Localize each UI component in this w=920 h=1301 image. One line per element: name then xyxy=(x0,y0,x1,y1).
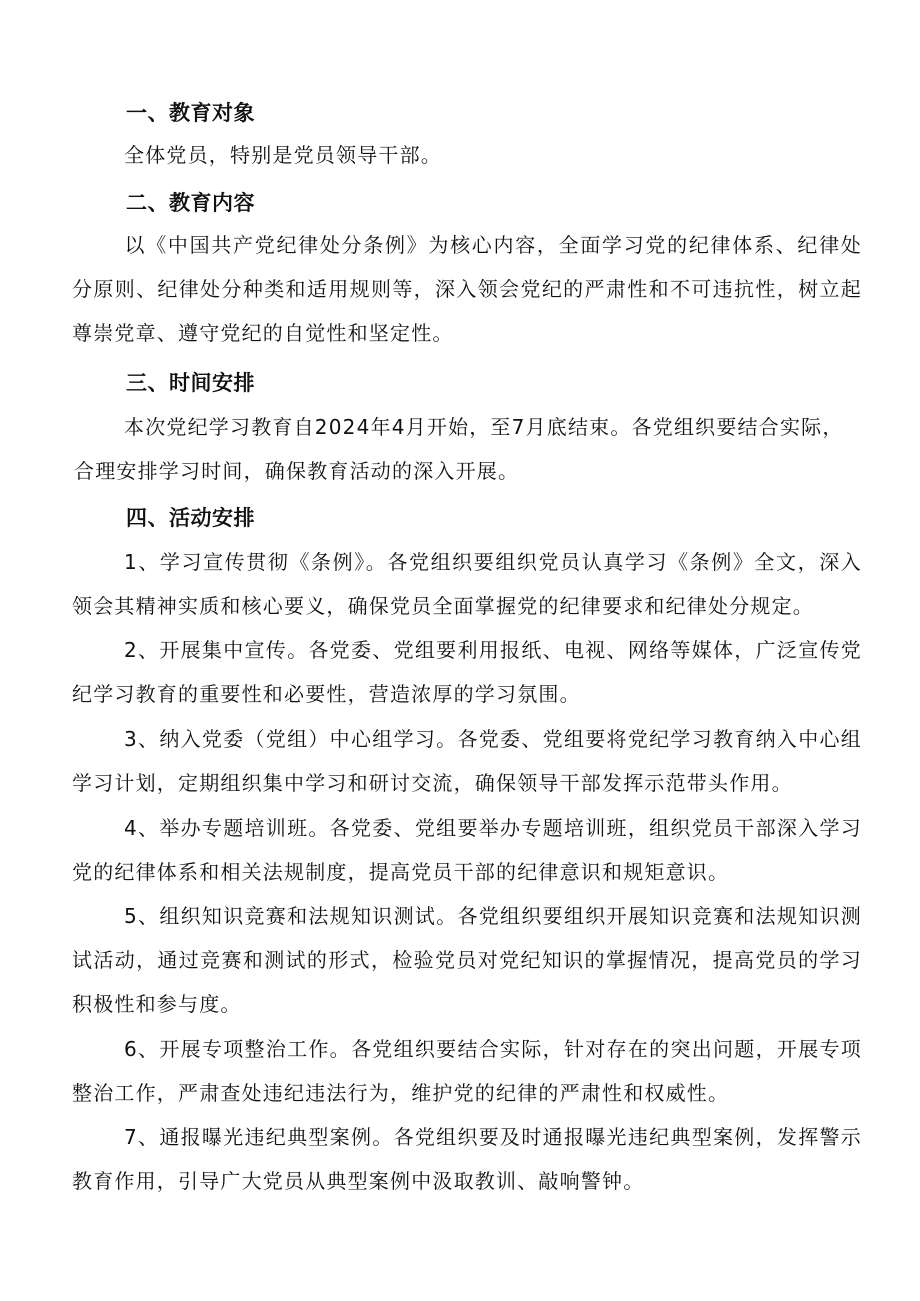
section-heading-activities: 四、活动安排 xyxy=(126,506,255,530)
paragraph-text: 2、开展集中宣传。各党委、党组要利用报纸、电视、网络等媒体，广泛宣传党纪学习教育的重要性和必要性，营造浓厚的学习氛围。 xyxy=(72,638,862,706)
activity-item-7 xyxy=(72,1115,862,1203)
paragraph-education-content xyxy=(72,223,862,355)
paragraph-text: 7、通报曝光违纪典型案例。各党组织要及时通报曝光违纪典型案例，发挥警示教育作用，引导广大党员从典型案例中汲取教训、敲响警钟。 xyxy=(72,1125,862,1193)
paragraph-text: 5、组织知识竞赛和法规知识测试。各党组织要组织开展知识竞赛和法规知识测试活动，通过竞赛和测试的形式，检验党员对党纪知识的掌握情况，提高党员的学习积极性和参与度。 xyxy=(72,904,862,1016)
section-heading-schedule: 三、时间安排 xyxy=(126,371,255,395)
section-heading-education-target: 一、教育对象 xyxy=(126,101,255,125)
paragraph-text: 4、举办专题培训班。各党委、党组要举办专题培训班，组织党员干部深入学习党的纪律体系和相关法规制度，提高党员干部的纪律意识和规矩意识。 xyxy=(72,816,862,884)
schedule-line-1: 本次党纪学习教育自2024年4月开始，至7月底结束。各党组织要结合实际， xyxy=(124,415,844,439)
activity-item-4 xyxy=(72,806,862,894)
paragraph-text: 6、开展专项整治工作。各党组织要结合实际，针对存在的突出问题，开展专项整治工作，严肃查处违纪违法行为，维护党的纪律的严肃性和权威性。 xyxy=(72,1037,862,1105)
paragraph-education-target xyxy=(72,133,862,177)
section-heading-education-content: 二、教育内容 xyxy=(126,191,255,215)
activity-item-6 xyxy=(72,1027,862,1115)
activity-item-2 xyxy=(72,628,862,716)
paragraph-text: 以《中国共产党纪律处分条例》为核心内容，全面学习党的纪律体系、纪律处分原则、纪律处分种类和适用规则等，深入领会党纪的严肃性和不可违抗性，树立起尊崇党章、遵守党纪的自觉性和坚定性。 xyxy=(72,233,862,345)
activity-item-3 xyxy=(72,717,862,805)
paragraph-text: 全体党员，特别是党员领导干部。 xyxy=(124,143,442,167)
activity-item-1 xyxy=(72,540,862,628)
paragraph-text: 1、学习宣传贯彻《条例》。各党组织要组织党员认真学习《条例》全文，深入领会其精神实质和核心要义，确保党员全面掌握党的纪律要求和纪律处分规定。 xyxy=(72,550,862,618)
paragraph-text: 3、纳入党委（党组）中心组学习。各党委、党组要将党纪学习教育纳入中心组学习计划，定期组织集中学习和研讨交流，确保领导干部发挥示范带头作用。 xyxy=(72,727,862,795)
schedule-line-2: 合理安排学习时间，确保教育活动的深入开展。 xyxy=(74,459,520,483)
activity-item-5 xyxy=(72,894,862,1026)
